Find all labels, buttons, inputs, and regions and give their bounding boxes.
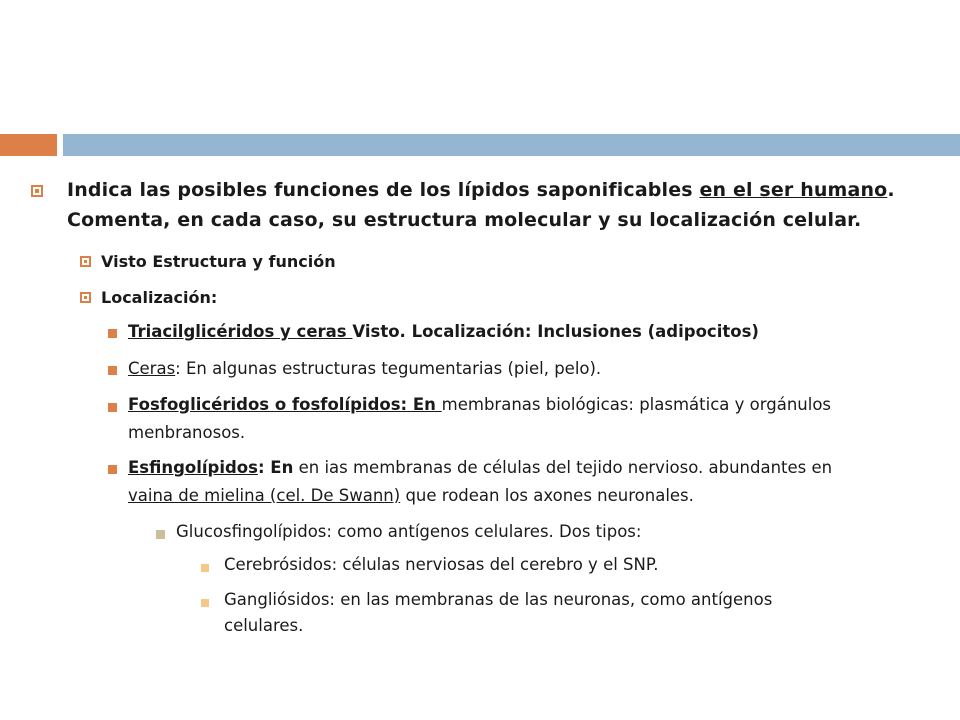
level3-bullet-icon — [108, 366, 117, 375]
level4-bullet-icon — [156, 530, 165, 539]
esfingolipidos-en: : En — [257, 458, 294, 477]
level1-line2: Comenta, en cada caso, su estructura molecular y su localización celular. — [67, 209, 862, 231]
level1-line1-text: Indica las posibles funciones de los lípidos saponificables — [67, 179, 700, 201]
level3-item-triacilgliceridos — [128, 322, 759, 341]
gangliosidos-line2: celulares. — [224, 616, 304, 635]
esfingolipidos-term: Esfingolípidos — [128, 458, 258, 477]
level3-bullet-icon — [108, 403, 117, 412]
triacilgliceridos-term: Triacilglicéridos y ceras — [128, 322, 353, 341]
level4-item-glucosfingolipidos: Glucosfingolípidos: como antígenos celulares. Dos tipos: — [176, 522, 642, 541]
fosfogliceridos-line2: menbranosos. — [128, 423, 246, 442]
fosfogliceridos-text: membranas biológicas: plasmática y orgánulos — [441, 395, 832, 414]
header-accent-bar-blue — [63, 134, 960, 156]
level5-bullet-icon — [201, 599, 209, 607]
esfingolipidos-text: en ias membranas de células del tejido nervioso. abundantes en — [293, 458, 833, 477]
ceras-term: Ceras — [128, 359, 176, 378]
ceras-text: : En algunas estructuras tegumentarias (piel, pelo). — [175, 359, 602, 378]
header-accent-bar-orange — [0, 134, 57, 156]
level3-item-fosfogliceridos — [128, 395, 831, 414]
level1-period: . — [887, 179, 895, 201]
level3-item-esfingolipidos — [128, 458, 832, 477]
level1-underlined-text: en el ser humano — [699, 179, 888, 201]
vaina-mielina-term: vaina de mielina (cel. De Swann) — [128, 486, 401, 505]
vaina-mielina-text: que rodean los axones neuronales. — [400, 486, 694, 505]
fosfogliceridos-term: Fosfoglicéridos o fosfolípidos: En — [128, 395, 442, 414]
level1-bullet-icon — [31, 185, 43, 197]
triacilgliceridos-text: Visto. Localización: Inclusiones (adipocitos) — [352, 322, 759, 341]
level5-item-cerebrosidos: Cerebrósidos: células nerviosas del cerebro y el SNP. — [224, 555, 659, 574]
level3-bullet-icon — [108, 465, 117, 474]
level2-item-visto: Visto Estructura y función — [101, 252, 336, 271]
level2-bullet-icon — [80, 292, 91, 303]
level3-item-ceras — [128, 359, 601, 378]
level5-bullet-icon — [201, 564, 209, 572]
level1-line1 — [67, 179, 895, 201]
level5-item-gangliosidos: Gangliósidos: en las membranas de las neuronas, como antígenos — [224, 590, 773, 609]
level2-item-localizacion: Localización: — [101, 288, 218, 307]
level3-bullet-icon — [108, 329, 117, 338]
esfingolipidos-line2 — [128, 486, 694, 505]
level2-bullet-icon — [80, 256, 91, 267]
